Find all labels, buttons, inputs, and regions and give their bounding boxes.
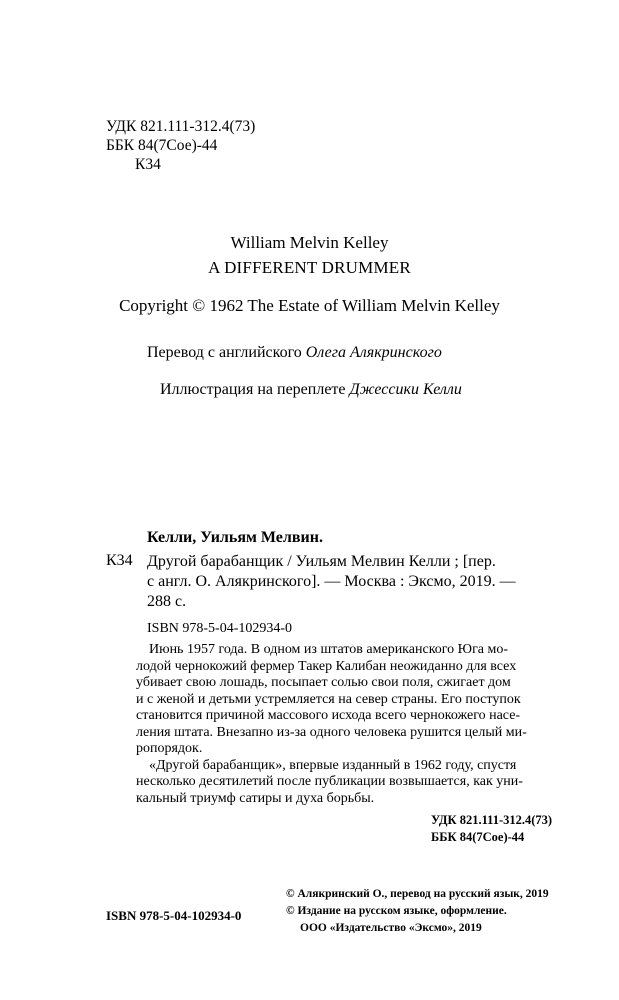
copyright-line: ООО «Издательство «Эксмо», 2019	[300, 922, 482, 934]
bib-line: Другой барабанщик / Уильям Мелвин Келли ; [пер.	[147, 553, 496, 570]
bib-line: 288 с.	[147, 593, 187, 610]
author-mark: К34	[135, 156, 161, 173]
annotation-line: ропорядок.	[136, 741, 203, 756]
annotation-line: ления штата. Внезапно из-за одного человека рушится целый ми-	[136, 724, 527, 740]
translator-name: Олега Алякринского	[305, 344, 442, 361]
translation-label: Перевод с английского	[147, 344, 302, 361]
original-copyright: Copyright © 1962 The Estate of William Melvin Kelley	[119, 296, 500, 315]
footer-copyright	[286, 886, 549, 937]
top-classification-codes	[106, 117, 255, 174]
annotation-line: «Другой барабанщик», впервые изданный в 1962 году, спустя	[149, 757, 517, 773]
footer-isbn: ISBN 978-5-04-102934-0	[106, 908, 242, 923]
bibliographic-isbn: ISBN 978-5-04-102934-0	[147, 621, 293, 636]
bbk-code: ББК 84(7Сое)-44	[106, 137, 218, 154]
annotation-line: лодой чернокожий фермер Такер Калибан неожиданно для всех	[136, 658, 517, 674]
illustration-label: Иллюстрация на переплете	[160, 381, 346, 398]
udk-code-bottom: УДК 821.111-312.4(73)	[431, 813, 553, 827]
illustration-credit	[160, 381, 462, 399]
bibliographic-description	[147, 552, 522, 612]
annotation-line: Июнь 1957 года. В одном из штатов американского Юга мо-	[149, 642, 509, 657]
translation-credit	[147, 344, 442, 362]
annotation-line: убивает свою лошадь, посыпает солью свои поля, сжигает дом	[136, 675, 511, 690]
udk-code: УДК 821.111-312.4(73)	[106, 118, 256, 135]
bibliographic-author-mark: К34	[106, 552, 133, 569]
bbk-code-bottom: ББК 84(7Сое)-44	[431, 830, 525, 844]
bib-line: с англ. О. Алякринского]. — Москва : Эксмо, 2019. —	[147, 573, 516, 590]
annotation	[136, 642, 527, 807]
bottom-classification-codes	[431, 812, 552, 846]
copyright-line: © Алякринский О., перевод на русский язык, 2019	[286, 888, 549, 900]
annotation-line: становится причиной массового исхода всего чернокожего насе-	[136, 708, 521, 723]
annotation-line: кальный триумф сатиры и духа борьбы.	[136, 790, 375, 806]
illustrator-name: Джессики Келли	[349, 381, 462, 398]
bibliographic-heading: Келли, Уильям Мелвин.	[147, 529, 323, 546]
original-author: William Melvin Kelley	[230, 233, 389, 252]
copyright-line: © Издание на русском языке, оформление.	[286, 905, 507, 917]
annotation-line: несколько десятилетий после публикации возвышается, как уни-	[136, 774, 523, 789]
annotation-line: и с женой и детьми устремляется на север страны. Его поступок	[136, 691, 521, 707]
original-title: A DIFFERENT DRUMMER	[208, 258, 411, 277]
